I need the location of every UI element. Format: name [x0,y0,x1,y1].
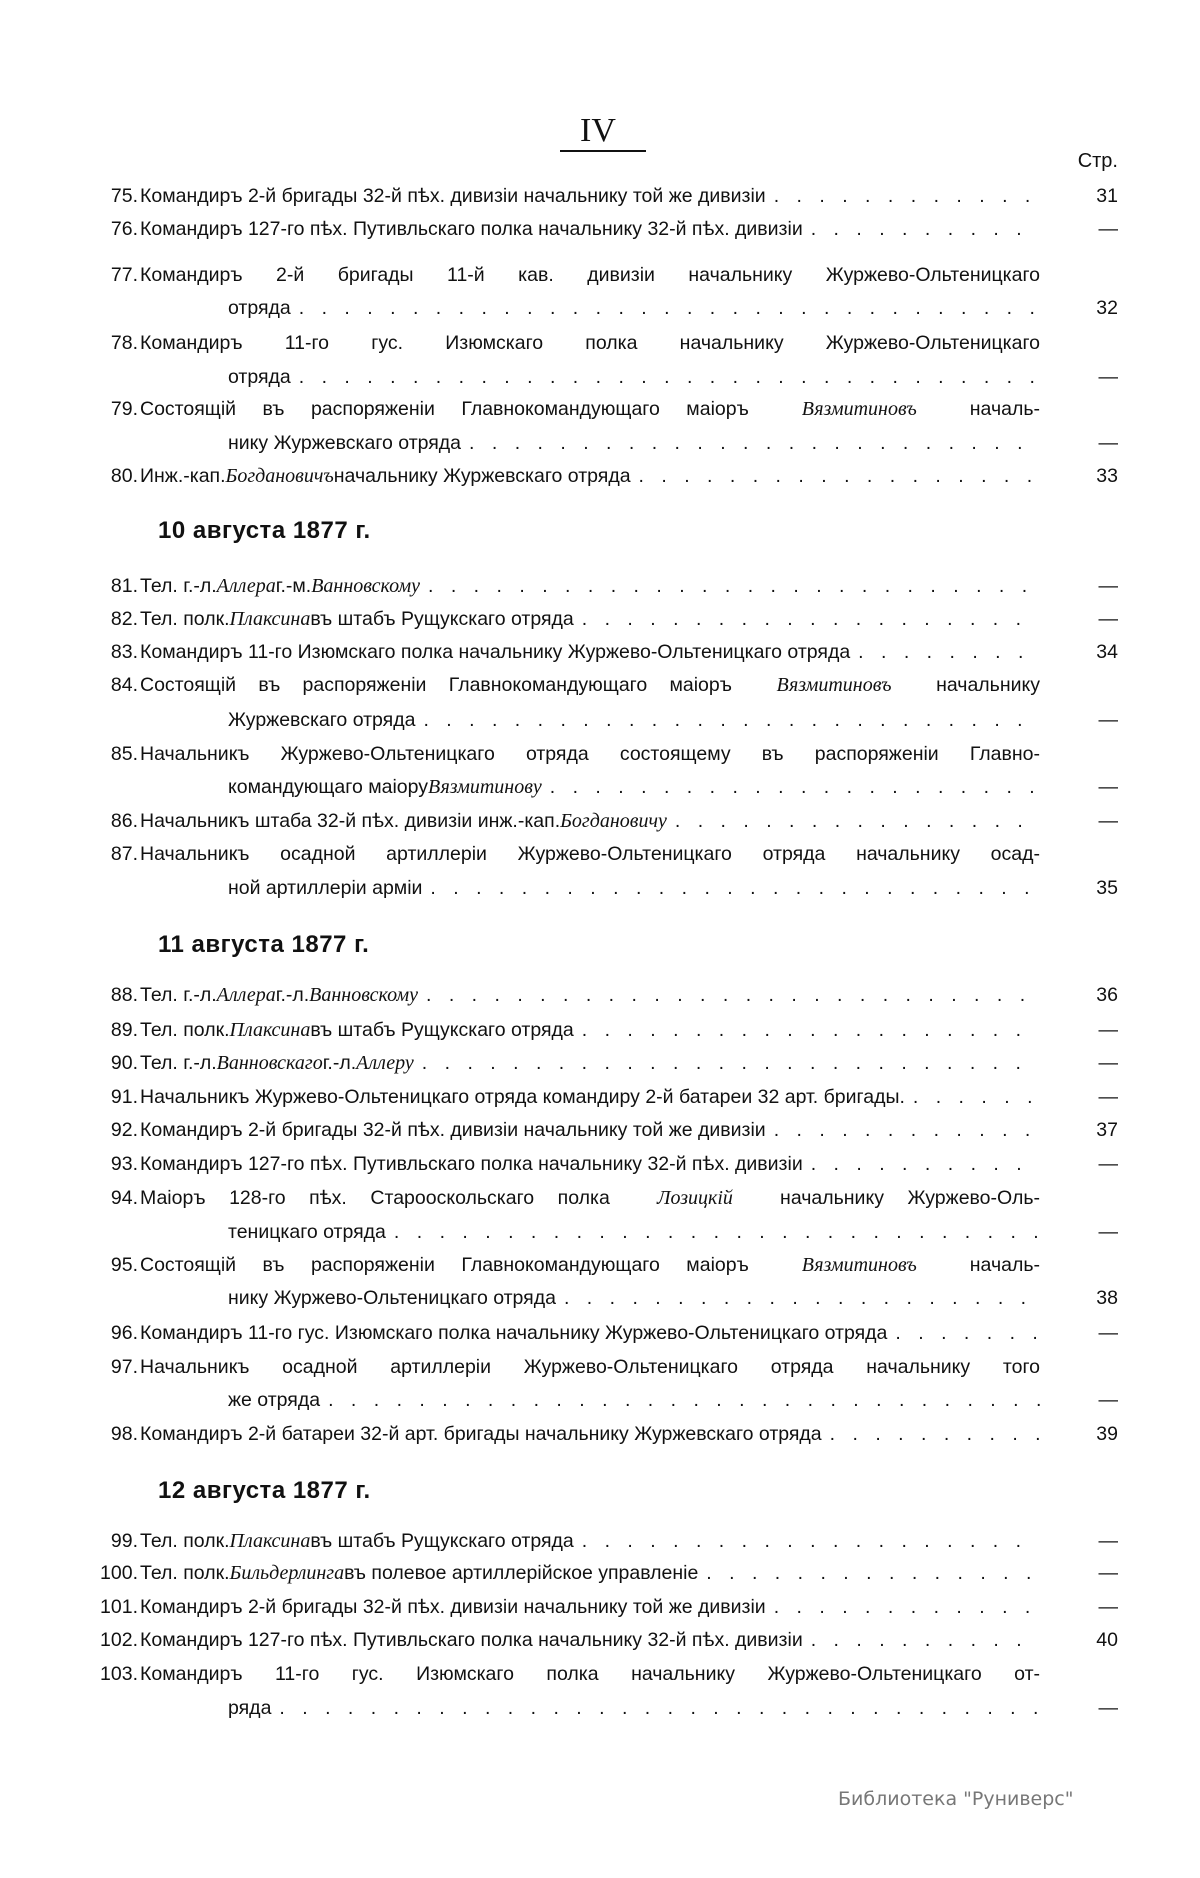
dot-leader [895,1320,1040,1346]
entry-text-segment: Маіоръ 128-го пѣх. Старооскольскаго полка [140,1187,634,1209]
toc-entry [0,330,1200,356]
toc-entry-continuation [0,430,1200,456]
person-name: Вязмитиновъ [801,398,917,420]
dot-leader [469,430,1040,456]
page-number-rule [560,150,646,152]
entry-text [228,1219,1040,1245]
dot-leader [913,1084,1040,1110]
entry-text-segment: Журжевскаго отряда [228,709,416,731]
dot-leader [774,1594,1040,1620]
entry-text [140,1050,1040,1076]
dot-leader [422,1050,1040,1076]
section-heading: 12 августа 1877 г. [158,1477,371,1504]
page-reference: 37 [1096,1119,1118,1141]
entry-number: 77. [110,264,138,286]
entry-number: 91. [110,1086,138,1108]
toc-entry [0,1252,1200,1278]
toc-entry [0,1185,1200,1211]
entry-text [228,1695,1040,1721]
entry-text [140,396,1040,422]
page-reference: 39 [1096,1423,1118,1445]
entry-text [140,573,1040,599]
page-reference: — [1098,776,1118,798]
entry-number: 92. [110,1119,138,1141]
page-reference: — [1098,218,1118,240]
dot-leader [774,183,1040,209]
page-reference: 38 [1096,1287,1118,1309]
dot-leader [582,1017,1040,1043]
entry-text-segment: въ полевое артиллерійское управленіе [344,1562,699,1584]
page-reference: 35 [1096,877,1118,899]
entry-text-segment: Начальникъ Журжево-Ольтеницкаго отряда состоящему въ распоряженіи Главно- [140,743,1040,765]
entry-text [140,1185,1040,1211]
page-reference: — [1098,1153,1118,1175]
entry-text-segment: теницкаго отряда [228,1221,386,1243]
dot-leader [858,639,1040,665]
entry-number: 79. [110,398,138,420]
entry-text-segment: ряда [228,1697,272,1719]
dot-leader [430,875,1040,901]
entry-text [140,463,1040,489]
page-reference: — [1098,432,1118,454]
dot-leader [639,463,1040,489]
page-reference: — [1098,1221,1118,1243]
dot-leader [279,1695,1040,1721]
toc-entry-continuation [0,875,1200,901]
dot-leader [830,1421,1040,1447]
entry-text-segment: Командиръ 11-го гус. Изюмскаго полка начальнику Журжево-Ольтеницкаго [140,332,1040,354]
toc-entry-continuation [0,1219,1200,1245]
entry-text [140,1117,1040,1143]
entry-text [140,1421,1040,1447]
toc-entry-continuation [0,295,1200,321]
entry-text-segment: Начальникъ осадной артиллеріи Журжево-Ольтеницкаго отряда начальнику того [140,1356,1040,1378]
section-heading: 10 августа 1877 г. [158,517,371,544]
person-name: Аллера [216,575,276,597]
entry-text-segment: нику Журжевскаго отряда [228,432,462,454]
entry-text-segment: Командиръ 2-й батареи 32-й арт. бригады начальнику Журжевскаго отряда [140,1423,822,1445]
page-reference: — [1098,366,1118,388]
entry-text-segment: Тел. г.-л. [140,984,217,1006]
page-reference: — [1098,608,1118,630]
toc-entry-continuation [0,707,1200,733]
entry-text-segment: Командиръ 2-й бригады 32-й пѣх. дивизіи начальнику той же дивизіи [140,1596,766,1618]
person-name: Плаксина [229,1019,311,1041]
toc-entry [0,1354,1200,1380]
entry-text-segment: Командиръ 11-го гус. Изюмскаго полка начальнику Журжево-Ольтеницкаго от- [140,1663,1040,1685]
dot-leader [774,1117,1040,1143]
entry-text-segment: г.-л. [322,1052,357,1074]
entry-text [140,1354,1040,1380]
entry-text [140,639,1040,665]
entry-text-segment: Командиръ 11-го гус. Изюмскаго полка начальнику Журжево-Ольтеницкаго отряда [140,1322,888,1344]
entry-number: 93. [110,1153,138,1175]
person-name: Плаксина [229,1530,311,1552]
entry-number: 88. [110,984,138,1006]
entry-text-segment: Состоящій въ распоряженіи Главнокомандующаго маіоръ [140,1254,776,1276]
toc-entry [0,741,1200,767]
entry-number: 78. [110,332,138,354]
entry-number: 84. [110,674,138,696]
toc-entry [0,216,1200,242]
page-reference: — [1098,1086,1118,1108]
entry-text-segment: Командиръ 127-го пѣх. Путивльскаго полка начальнику 32-й пѣх. дивизіи [140,1153,803,1175]
entry-number: 101. [100,1596,138,1618]
entry-text-segment: Состоящій въ распоряженіи Главнокомандующаго маіоръ [140,398,776,420]
entry-text-segment: Командиръ 2-й бригады 11-й кав. дивизіи начальнику Журжево-Ольтеницкаго [140,264,1040,286]
person-name: Аллера [216,984,276,1006]
toc-entry [0,463,1200,489]
person-name: Бильдерлинга [229,1562,345,1584]
page-reference: 33 [1096,465,1118,487]
entry-text-segment: Начальникъ штаба 32-й пѣх. дивизіи инж.-кап. [140,810,561,832]
entry-text-segment: Командиръ 2-й бригады 32-й пѣх. дивизіи начальнику той же дивизіи [140,1119,766,1141]
toc-entry-continuation [0,364,1200,390]
person-name: Лозицкій [656,1187,733,1209]
person-name: Вязмитинову [428,776,542,798]
entry-text-segment: въ штабъ Рущукскаго отряда [310,608,574,630]
entry-text [140,330,1040,356]
entry-text-segment: Командиръ 11-го Изюмскаго полка начальнику Журжево-Ольтеницкаго отряда [140,641,851,663]
entry-text [228,1387,1040,1413]
entry-text-segment: Тел. полк. [140,608,230,630]
page-reference: — [1098,575,1118,597]
entry-text [228,364,1040,390]
toc-entry [0,183,1200,209]
entry-text [140,1560,1040,1586]
toc-entry [0,1594,1200,1620]
entry-number: 102. [100,1629,138,1651]
entry-text-segment: началь- [943,1254,1040,1276]
toc-entry-continuation [0,1285,1200,1311]
toc-entry [0,1320,1200,1346]
dot-leader [706,1560,1040,1586]
entry-text [140,183,1040,209]
toc-entry [0,1084,1200,1110]
entry-text-segment: г.-м. [275,575,312,597]
entry-text [140,606,1040,632]
dot-leader [564,1285,1040,1311]
page-reference: 40 [1096,1629,1118,1651]
entry-text-segment: Тел. г.-л. [140,575,217,597]
entry-text [140,1661,1040,1687]
toc-entry [0,639,1200,665]
entry-text-segment: же отряда [228,1389,321,1411]
dot-leader [394,1219,1040,1245]
entry-text [140,982,1040,1008]
entry-text [140,808,1040,834]
entry-text-segment: Командиръ 2-й бригады 32-й пѣх. дивизіи начальнику той же дивизіи [140,185,766,207]
section-heading: 11 августа 1877 г. [158,931,370,958]
page-reference: — [1098,1530,1118,1552]
dot-leader [423,707,1040,733]
toc-entry [0,262,1200,288]
entry-text [140,216,1040,242]
entry-number: 80. [110,465,138,487]
page-reference: — [1098,1052,1118,1074]
toc-entry [0,396,1200,422]
entry-text-segment: ной артиллеріи арміи [228,877,423,899]
entry-text-segment: нику Журжево-Ольтеницкаго отряда [228,1287,556,1309]
entry-text-segment: начальнику Журжевскаго отряда [333,465,631,487]
entry-text-segment: Командиръ 127-го пѣх. Путивльскаго полка начальнику 32-й пѣх. дивизіи [140,218,803,240]
person-name: Богдановичу [560,810,667,832]
dot-leader [426,982,1040,1008]
person-name: Ванновскому [309,984,418,1006]
page-reference: — [1098,1697,1118,1719]
entry-text [228,1285,1040,1311]
dot-leader [811,1151,1040,1177]
entry-text [140,741,1040,767]
entry-text [140,262,1040,288]
toc-entry [0,808,1200,834]
dot-leader [428,573,1040,599]
entry-number: 87. [110,843,138,865]
page-reference: — [1098,1322,1118,1344]
dot-leader [675,808,1040,834]
page-reference: 34 [1096,641,1118,663]
dot-leader [550,774,1040,800]
entry-text-segment: Начальникъ осадной артиллеріи Журжево-Ольтеницкаго отряда начальнику осад- [140,843,1040,865]
entry-text [228,875,1040,901]
page-reference: — [1098,1019,1118,1041]
entry-text-segment: Тел. полк. [140,1530,230,1552]
page-reference: — [1098,709,1118,731]
entry-text [228,774,1040,800]
dot-leader [299,364,1040,390]
entry-text [140,841,1040,867]
toc-entry [0,606,1200,632]
entry-number: 100. [100,1562,138,1584]
toc-entry [0,1627,1200,1653]
person-name: Ванновскому [311,575,421,597]
toc-entry [0,1117,1200,1143]
entry-text [140,1320,1040,1346]
entry-text-segment: Тел. г.-л. [140,1052,217,1074]
person-name: Богдановичъ [225,465,334,487]
entry-number: 95. [110,1254,138,1276]
entry-text [140,1627,1040,1653]
entry-text-segment: г.-л. [275,984,310,1006]
entry-text-segment: Начальникъ Журжево-Ольтеницкаго отряда командиру 2-й батареи 32 арт. бригады. [140,1086,905,1108]
toc-entry-continuation [0,774,1200,800]
entry-text-segment: Тел. полк. [140,1019,230,1041]
dot-leader [299,295,1040,321]
dot-leader [582,606,1040,632]
entry-text-segment: въ штабъ Рущукскаго отряда [310,1530,574,1552]
toc-entry [0,1560,1200,1586]
entry-text-segment: Командиръ 127-го пѣх. Путивльскаго полка начальнику 32-й пѣх. дивизіи [140,1629,803,1651]
person-name: Аллеру [356,1052,414,1074]
entry-number: 99. [110,1530,138,1552]
toc-entry [0,1151,1200,1177]
entry-number: 85. [110,743,138,765]
page-column-label: Стр. [1077,150,1118,172]
entry-text-segment: командующаго маіору [228,776,429,798]
toc-entry [0,573,1200,599]
entry-number: 86. [110,810,138,832]
page-reference: 36 [1096,984,1118,1006]
person-name: Ванновскаго [216,1052,323,1074]
entry-number: 90. [110,1052,138,1074]
dot-leader [811,216,1040,242]
toc-entry-continuation [0,1387,1200,1413]
entry-text [228,430,1040,456]
entry-text-segment: въ штабъ Рущукскаго отряда [310,1019,574,1041]
page-reference: 32 [1096,297,1118,319]
dot-leader [582,1528,1040,1554]
page-reference: 31 [1096,185,1118,207]
toc-entry [0,1661,1200,1687]
entry-number: 81. [110,575,138,597]
toc-entry [0,1050,1200,1076]
entry-text-segment: Инж.-кап. [140,465,226,487]
entry-number: 97. [110,1356,138,1378]
person-name: Вязмитиновъ [776,674,892,696]
toc-entry [0,1017,1200,1043]
library-watermark: Библиотека "Руниверс" [838,1788,1074,1810]
toc-entry-continuation [0,1695,1200,1721]
entry-text [140,1594,1040,1620]
entry-number: 94. [110,1187,138,1209]
entry-text [228,295,1040,321]
entry-text [140,1017,1040,1043]
entry-text-segment: начальнику Журжево-Оль- [756,1187,1040,1209]
entry-number: 75. [110,185,138,207]
page-reference: — [1098,810,1118,832]
toc-entry [0,841,1200,867]
dot-leader [811,1627,1040,1653]
entry-text [228,707,1040,733]
entry-text [140,1084,1040,1110]
page-number: IV [580,112,616,149]
toc-entry [0,1421,1200,1447]
entry-number: 82. [110,608,138,630]
entry-number: 89. [110,1019,138,1041]
entry-number: 96. [110,1322,138,1344]
dot-leader [328,1387,1040,1413]
entry-text-segment: Состоящій въ распоряженіи Главнокомандующаго маіоръ [140,674,755,696]
toc-entry [0,982,1200,1008]
entry-number: 83. [110,641,138,663]
entry-text [140,1252,1040,1278]
entry-text [140,1151,1040,1177]
entry-number: 76. [110,218,138,240]
entry-text-segment: начальнику [913,674,1040,696]
toc-entry [0,1528,1200,1554]
toc-entry [0,672,1200,698]
entry-number: 103. [100,1663,138,1685]
page-reference: — [1098,1562,1118,1584]
entry-number: 98. [110,1423,138,1445]
person-name: Плаксина [229,608,311,630]
entry-text [140,672,1040,698]
entry-text-segment: началь- [943,398,1040,420]
entry-text-segment: Тел. полк. [140,1562,230,1584]
page-reference: — [1098,1389,1118,1411]
page-reference: — [1098,1596,1118,1618]
entry-text-segment: отряда [228,297,291,319]
entry-text-segment: отряда [228,366,291,388]
person-name: Вязмитиновъ [801,1254,917,1276]
entry-text [140,1528,1040,1554]
